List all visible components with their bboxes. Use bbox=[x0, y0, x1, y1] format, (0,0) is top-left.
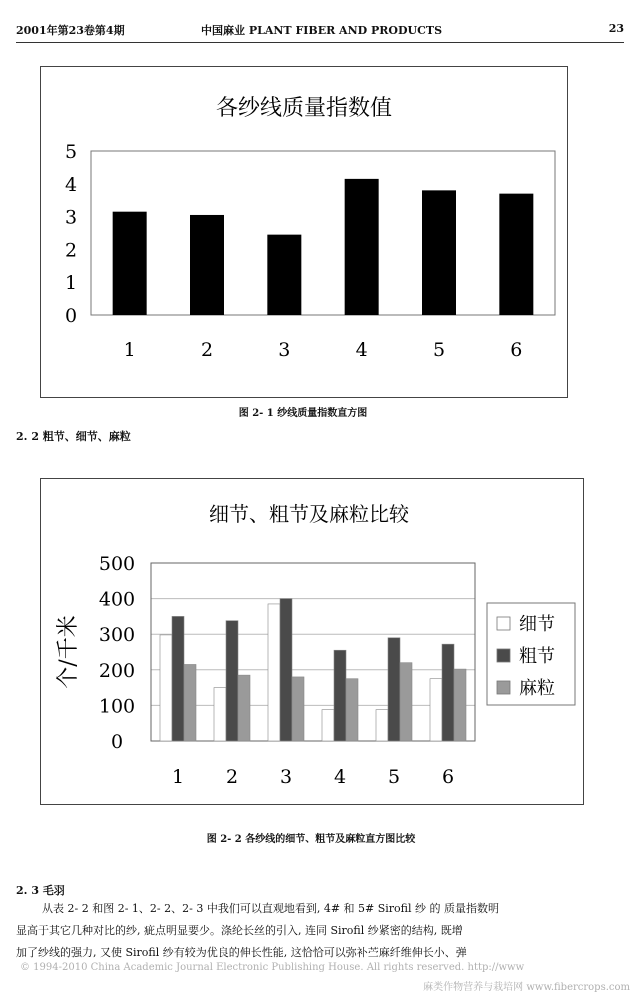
bar bbox=[113, 212, 147, 315]
y-tick-label: 1 bbox=[64, 272, 78, 295]
bar-thin bbox=[160, 635, 172, 741]
bar-thick bbox=[334, 650, 346, 741]
x-tick-label: 5 bbox=[387, 766, 401, 788]
bar-neps bbox=[346, 679, 358, 741]
plot-area bbox=[91, 151, 555, 315]
chart-defects-comparison bbox=[41, 479, 583, 804]
section-2-2-heading: 2. 2 粗节、细节、麻粒 bbox=[16, 430, 131, 443]
x-tick-label: 3 bbox=[279, 766, 293, 788]
bar-thick bbox=[388, 638, 400, 741]
bar-neps bbox=[400, 663, 412, 741]
y-axis-label: 个/千米 bbox=[56, 615, 81, 689]
legend-swatch bbox=[497, 617, 510, 630]
bar-thick bbox=[226, 621, 238, 741]
paragraph-line-2: 显高于其它几种对比的纱, 疵点明显要少。涤纶长丝的引入, 连同 Sirofil 纱紧密的结构, 既增 bbox=[16, 924, 463, 937]
bar bbox=[422, 190, 456, 315]
y-tick-label: 300 bbox=[98, 624, 136, 647]
x-tick-label: 3 bbox=[278, 339, 291, 361]
legend-label: 细节 bbox=[519, 614, 555, 635]
legend-swatch bbox=[497, 681, 510, 694]
figure-1-caption: 图 2- 1 纱线质量指数直方图 bbox=[238, 408, 368, 419]
chart-title: 细节、粗节及麻粒比较 bbox=[209, 502, 409, 526]
x-tick-label: 4 bbox=[333, 766, 347, 788]
x-tick-label: 2 bbox=[200, 339, 214, 361]
page-number: 23 bbox=[608, 22, 624, 35]
section-2-3-heading: 2. 3 毛羽 bbox=[16, 884, 65, 897]
paragraph-line-3: 加了纱线的强力, 又使 Sirofil 纱有较为优良的伸长性能, 这恰恰可以弥补苎麻纤维伸长小、弹 bbox=[16, 946, 467, 959]
x-tick-label: 6 bbox=[441, 766, 455, 788]
bar-neps bbox=[454, 669, 466, 741]
bar-thin bbox=[376, 710, 388, 741]
y-tick-label: 0 bbox=[110, 731, 124, 753]
bar-thin bbox=[214, 688, 226, 741]
bar-thick bbox=[172, 616, 184, 741]
bar-neps bbox=[292, 677, 304, 741]
bar bbox=[345, 179, 379, 315]
bar bbox=[267, 235, 301, 315]
plot-area bbox=[151, 563, 475, 741]
y-tick-label: 2 bbox=[64, 239, 78, 262]
y-tick-label: 500 bbox=[98, 553, 136, 575]
copyright-footer: © 1994-2010 China Academic Journal Electronic Publishing House. All rights reserved. http://www bbox=[20, 962, 525, 973]
x-tick-label: 1 bbox=[123, 339, 136, 361]
x-tick-label: 4 bbox=[355, 339, 368, 361]
bar bbox=[499, 194, 533, 315]
x-tick-label: 2 bbox=[225, 766, 239, 788]
paragraph-line-1: 从表 2- 2 和图 2- 1、2- 2、2- 3 中我们可以直观地看到, 4# 和 5# Sirofil 纱 的 质量指数明 bbox=[42, 902, 500, 915]
y-tick-label: 200 bbox=[98, 659, 136, 682]
y-tick-label: 4 bbox=[64, 173, 78, 196]
x-tick-label: 6 bbox=[510, 339, 523, 361]
journal-issue: 2001年第23卷第4期 bbox=[16, 24, 125, 37]
journal-name: 中国麻业 PLANT FIBER AND PRODUCTS bbox=[201, 24, 443, 37]
figure-defects-comparison bbox=[40, 478, 584, 805]
bar-neps bbox=[238, 675, 250, 741]
legend-label: 粗节 bbox=[519, 646, 555, 667]
bar-thin bbox=[322, 710, 334, 741]
figure-2-caption: 图 2- 2 各纱线的细节、粗节及麻粒直方图比较 bbox=[206, 834, 416, 845]
bar-thin bbox=[268, 604, 280, 741]
x-tick-label: 1 bbox=[171, 766, 185, 788]
y-tick-label: 0 bbox=[64, 305, 78, 327]
y-tick-label: 3 bbox=[64, 206, 78, 229]
x-tick-label: 5 bbox=[432, 339, 446, 361]
chart-quality-index bbox=[41, 67, 567, 397]
bar-thick bbox=[442, 644, 454, 741]
bar-thick bbox=[280, 599, 292, 741]
site-watermark: 麻类作物营养与栽培网 www.fibercrops.com bbox=[423, 982, 630, 993]
figure-quality-index bbox=[40, 66, 568, 398]
y-tick-label: 100 bbox=[98, 695, 136, 718]
y-tick-label: 5 bbox=[64, 141, 78, 163]
bar bbox=[190, 215, 224, 315]
legend-swatch bbox=[497, 649, 510, 662]
bar-thin bbox=[430, 679, 442, 741]
legend-label: 麻粒 bbox=[519, 678, 555, 699]
bar-neps bbox=[184, 664, 196, 741]
body-paragraph bbox=[16, 898, 626, 964]
page-header bbox=[16, 20, 624, 43]
chart-title: 各纱线质量指数值 bbox=[215, 96, 393, 121]
y-tick-label: 400 bbox=[98, 588, 136, 611]
